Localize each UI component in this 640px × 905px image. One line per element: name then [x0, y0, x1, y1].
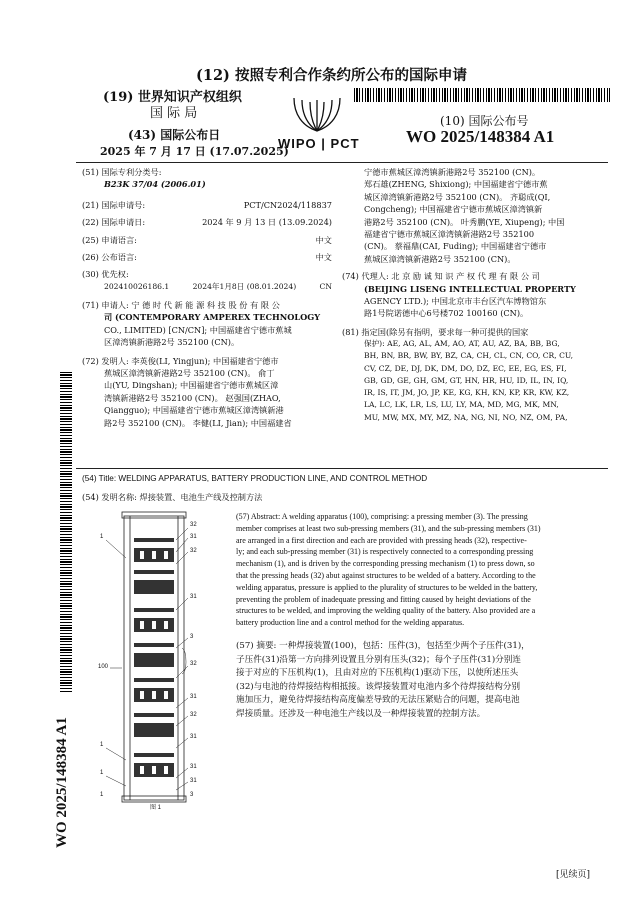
welding-apparatus-drawing	[96, 508, 224, 808]
publication-language-label: (26) 公布语言:	[82, 252, 137, 263]
agent-block	[342, 270, 610, 320]
priority-number: 202410026186.1	[104, 281, 170, 291]
figure-label: 31	[190, 594, 197, 600]
continued-on-next-page: [见续页]	[556, 870, 591, 880]
designated-states-line: BH, BN, BR, BW, BY, BZ, CA, CH, CL, CN, CO, CR, CU,	[364, 351, 574, 361]
designated-states-line: IR, IS, IT, JM, JO, JP, KE, KG, KH, KN, KP, KR, KW, KZ,	[364, 388, 570, 398]
inventor-line: 城区漳湾镇新港路2号 352100 (CN)。 齐聪成(QI,	[364, 191, 551, 202]
inventor-line: 福建省宁德市蕉城区漳湾镇新港路2号 352100	[364, 229, 535, 240]
designated-states-block	[342, 326, 610, 424]
publication-number-label: (10) 国际公布号	[440, 114, 529, 128]
agent-line: (BEIJING LISENG INTELLECTUAL PROPERTY	[364, 283, 576, 294]
designated-states-line: LA, LC, LK, LR, LS, LU, LY, MA, MD, MG, MK, MN,	[364, 400, 559, 410]
figure-label: 1	[100, 792, 104, 798]
applicant-line: 司 (CONTEMPORARY AMPEREX TECHNOLOGY	[104, 312, 321, 323]
international-bureau: 国 际 局	[150, 106, 198, 121]
inventor-line: 湾镇新港路2号 352100 (CN)。 赵强国(ZHAO,	[104, 392, 281, 403]
publication-number: WO 2025/148384 A1	[406, 127, 555, 146]
abstract-english	[236, 511, 608, 629]
inventor-line: 蕉城区漳湾镇新港路2号 352100 (CN)。	[364, 253, 516, 264]
figure-label: 1	[100, 742, 104, 748]
filing-language-label: (25) 申请语言:	[82, 234, 137, 245]
inventor-line: 郑石雄(ZHENG, Shixiong); 中国福建省宁德市蕉	[364, 179, 548, 190]
priority-country: CN	[319, 281, 332, 291]
abstract-line: 施加压力，避免待焊接结构高度偏差导致的无法压紧贴合的问题，提高电池	[236, 695, 520, 706]
inventor-line: 蕉城区漳湾镇新港路2号 352100 (CN)。 俞丁	[104, 368, 275, 379]
inventor-continued	[342, 166, 610, 265]
applicant-line: 区漳湾镇新港路2号 352100 (CN)。	[104, 337, 240, 348]
inventor-line: 宁德市蕉城区漳湾镇新港路2号 352100 (CN)。	[364, 167, 541, 177]
ipc-label: (51) 国际专利分类号:	[82, 167, 162, 177]
sub-pressing-members	[134, 538, 174, 777]
agent-line: 路1号院诺德中心6号楼702 100160 (CN)。	[364, 308, 529, 319]
application-number-label: (21) 国际申请号:	[82, 199, 146, 210]
figure-caption: 图 1	[150, 805, 162, 811]
designated-states-line: MU, MW, MX, MY, MZ, NA, NG, NI, NO, NZ, OM, PA,	[364, 412, 568, 422]
designated-states-line: (81) 指定国(除另有指明，要求每一种可提供的国家	[342, 326, 529, 337]
designated-states-line: 保护): AE, AG, AL, AM, AO, AT, AU, AZ, BA, BB, BG,	[364, 339, 560, 349]
abstract-line: are arranged in a first direction and each are provided with pressing heads (32), respective-	[236, 535, 527, 545]
wipo-pct-text: WIPO | PCT	[278, 136, 360, 151]
applicant-line: (71) 申请人: 宁 德 时 代 新 能 源 科 技 股 份 有 限 公	[82, 300, 280, 311]
wipo-logo	[272, 86, 362, 154]
applicant-line: CO., LIMITED) [CN/CN]; 中国福建省宁德市蕉城	[104, 324, 292, 335]
abstract-line: 焊接质量。还涉及一种电池生产线以及一种焊接装置的控制方法。	[236, 708, 486, 719]
abstract-line: structures to be welded, and improving the welding quality of the battery. Also provided are a	[236, 606, 536, 616]
abstract-line: battery production line and a control method for the welding apparatus.	[236, 618, 465, 628]
abstract-line: member comprises at least two sub-pressing members (31), and the sub-pressing members (31)	[236, 523, 541, 533]
designated-states-line: CV, CZ, DE, DJ, DK, DM, DO, DZ, EC, EE, EG, ES, FI,	[364, 363, 567, 373]
inventor-line: 山(YU, Dingshan); 中国福建省宁德市蕉城区漳	[104, 380, 279, 391]
agent-line: (74) 代理人: 北 京 励 诚 知 识 产 权 代 理 有 限 公 司	[342, 271, 540, 282]
abstract-chinese	[236, 640, 608, 722]
figure-label: 31	[190, 534, 197, 540]
filing-language-value: 中文	[315, 234, 332, 245]
inventor-line: Qiangguo); 中国福建省宁德市蕉城区漳湾镇新港	[104, 405, 284, 416]
inventor-line: Congcheng); 中国福建省宁德市蕉城区漳湾镇新	[364, 204, 543, 215]
filing-date-value: 2024 年 9 月 13 日 (13.09.2024)	[202, 217, 332, 228]
abstract-line: (32)与电池的待焊接结构相抵接。该焊接装置对电池内多个待焊接结构分别	[236, 681, 521, 692]
figure-label: 1	[100, 770, 104, 776]
publication-date-label: (43) 国际公布日	[128, 128, 221, 142]
abstract-line: welding apparatus, pressure is applied to the plurality of structures to be welded in the battery,	[236, 582, 538, 592]
figure-label: 32	[190, 548, 197, 554]
inventor-line: (72) 发明人: 李英俊(LI, Yingjun); 中国福建省宁德市	[82, 355, 279, 366]
figure-label: 1	[100, 534, 104, 540]
figure-label: 31	[190, 734, 197, 740]
drawing-figure-1	[96, 508, 224, 811]
figure-label: 3	[190, 634, 194, 640]
filing-date-label: (22) 国际申请日:	[82, 217, 146, 228]
bibliographic-right-column	[342, 166, 610, 424]
figure-label: 3	[190, 792, 194, 798]
abstract-line: (57) 摘要: 一种焊接装置(100)，包括：压件(3)，包括至少两个子压件(31)，	[236, 641, 530, 651]
figure-label: 32	[190, 522, 197, 528]
figure-label: 31	[190, 764, 197, 770]
priority-date: 2024年1月8日 (08.01.2024)	[192, 281, 297, 291]
side-publication-number: WO 2025/148384 A1	[54, 717, 70, 848]
application-number-value: PCT/CN2024/118837	[243, 199, 332, 210]
inventor-line: (CN)。 蔡福鼎(CAI, Fuding); 中国福建省宁德市	[364, 241, 547, 252]
title-chinese: (54) 发明名称: 焊接装置、电池生产线及控制方法	[82, 492, 263, 502]
inventor-line: 港路2号 352100 (CN)。 叶秀鹏(YE, Xiupeng); 中国	[364, 216, 565, 227]
inventor-line: 路2号 352100 (CN)。 李健(LI, Jian); 中国福建省	[104, 417, 292, 428]
title-english: (54) Title: WELDING APPARATUS, BATTERY PRODUCTION LINE, AND CONTROL METHOD	[82, 474, 428, 483]
abstract-line: 子压件(31)沿第一方向排列设置且分别有压头(32)；每个子压件(31)分别连	[236, 654, 521, 665]
abstract-line: (57) Abstract: A welding apparatus (100), comprising: a pressing member (3). The pressing	[236, 512, 528, 521]
priority-label: (30) 优先权:	[82, 269, 129, 280]
wipo-emblem-icon	[272, 86, 362, 136]
abstract-line: ly; and each sub-pressing member (31) is respectively connected to a corresponding pressing	[236, 547, 534, 557]
figure-label: 32	[190, 661, 197, 667]
organization-name: (19) 世界知识产权组织	[103, 90, 242, 105]
ipc-value: B23K 37/04 (2006.01)	[104, 179, 206, 190]
bibliographic-left-column	[82, 166, 332, 429]
figure-label: 32	[190, 712, 197, 718]
abstract-line: mechanism (1), and is driven by the corresponding pressing mechanism (1) to press down, so	[236, 559, 535, 569]
figure-label: 31	[190, 694, 197, 700]
abstract-line: that the pressing heads (32) abut against structures to be welded of a battery. According to the	[236, 570, 536, 580]
side-barcode	[60, 372, 72, 692]
figure-label: 31	[190, 778, 197, 784]
inventor-block	[82, 355, 332, 429]
document-kind-title: (12) 按照专利合作条约所公布的国际申请	[196, 67, 467, 84]
publication-barcode	[354, 88, 610, 102]
agent-line: AGENCY LTD.); 中国北京市丰台区汽车博物馆东	[364, 296, 547, 307]
publication-language-value: 中文	[315, 252, 332, 263]
applicant-block	[82, 299, 332, 349]
publication-date-value: 2025 年 7 月 17 日 (17.07.2025)	[100, 145, 289, 158]
abstract-line: preventing the problem of inadequate pressing and fitting caused by height deviations of the	[236, 594, 531, 604]
abstract-line: 接于对应的下压机构(1)，且由对应的下压机构(1)驱动下压，以使所述压头	[236, 668, 519, 679]
figure-label: 100	[98, 664, 109, 670]
designated-states-line: GB, GD, GE, GH, GM, GT, HN, HR, HU, ID, IL, IN, IQ,	[364, 375, 569, 385]
